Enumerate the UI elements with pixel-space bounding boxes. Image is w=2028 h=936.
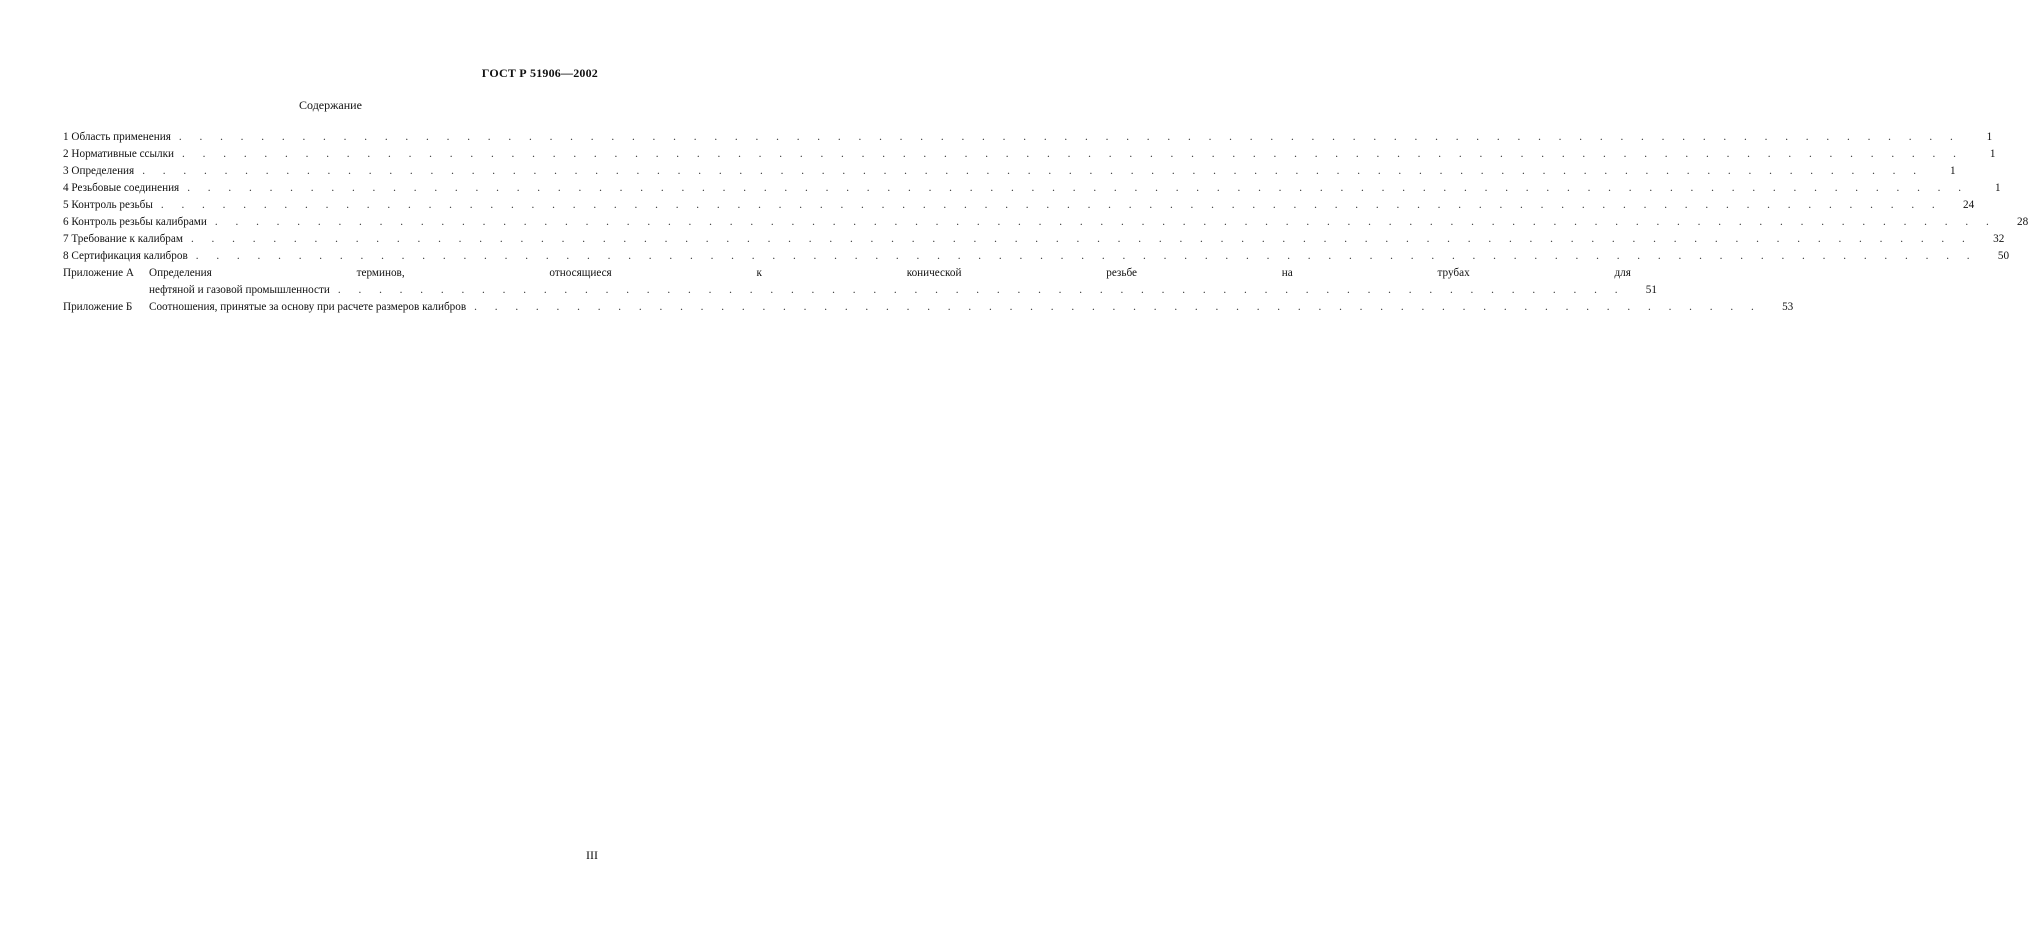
appendix-word: на xyxy=(1281,267,1293,279)
dot-leader xyxy=(215,214,1996,231)
dot-leader xyxy=(161,197,1942,214)
toc-entry-page: 1 xyxy=(1994,182,2001,194)
toc-entry-label: 5 Контроль резьбы xyxy=(63,199,153,211)
dot-leader xyxy=(196,248,1977,265)
toc-entry-gauge-thread-control[interactable] xyxy=(63,214,2028,231)
toc-entry-label: 8 Сертификация калибров xyxy=(63,250,188,262)
toc-entry-label: 3 Определения xyxy=(63,165,135,177)
appendix-word: относящиеся xyxy=(549,267,612,279)
toc-entry-thread-control[interactable] xyxy=(63,197,1975,214)
dot-leader xyxy=(191,231,1972,248)
document-code: ГОСТ Р 51906—2002 xyxy=(481,66,598,80)
appendix-title-line-2 xyxy=(149,282,1657,299)
toc-entry-label: 7 Требование к калибрам xyxy=(63,233,183,245)
toc-entry-label: 6 Контроль резьбы калибрами xyxy=(63,216,207,228)
toc-entry-page: 24 xyxy=(1963,199,1975,211)
dot-leader xyxy=(142,163,1923,180)
dot-leader xyxy=(182,146,1963,163)
toc-entry-gauge-certification[interactable] xyxy=(63,248,2010,265)
toc-entry-appendix-a[interactable] xyxy=(63,265,1657,299)
appendix-word: Определения xyxy=(149,267,212,279)
page-number: III xyxy=(586,848,598,862)
toc-entry-page: 32 xyxy=(1993,233,2005,245)
toc-entry-page: 28 xyxy=(2017,216,2028,228)
toc-entry-label: 1 Область применения xyxy=(63,131,171,143)
dot-leader xyxy=(179,129,1960,146)
appendix-word: конической xyxy=(906,267,962,279)
toc-entry-appendix-b[interactable] xyxy=(63,299,1794,316)
appendix-label: Приложение Б xyxy=(63,301,133,313)
toc-entry-scope[interactable] xyxy=(63,129,1993,146)
appendix-word: к xyxy=(756,267,762,279)
toc-entry-page: 50 xyxy=(1997,250,2010,262)
dot-leader xyxy=(338,282,1625,299)
appendix-title: Соотношения, принятые за основу при расчете размеров калибров xyxy=(149,301,467,313)
appendix-body xyxy=(149,265,1657,299)
appendix-title-line xyxy=(149,299,1793,316)
toc-entry-normative-references[interactable] xyxy=(63,146,1996,163)
toc-entry-page: 53 xyxy=(1782,301,1794,313)
toc-entry-page: 1 xyxy=(1989,148,1996,160)
toc-entry-page: 1 xyxy=(1986,131,1993,143)
appendix-word: для xyxy=(1614,267,1631,279)
dot-leader xyxy=(474,299,1761,316)
appendix-word: резьбе xyxy=(1106,267,1137,279)
appendix-title-line-1 xyxy=(149,265,1631,282)
appendix-title-continuation: нефтяной и газовой промышленности xyxy=(149,284,330,296)
table-of-contents xyxy=(63,129,2028,316)
toc-entry-label: 2 Нормативные ссылки xyxy=(63,148,175,160)
appendix-word: терминов, xyxy=(356,267,405,279)
toc-entry-definitions[interactable] xyxy=(63,163,1956,180)
toc-title: Содержание xyxy=(299,98,362,112)
toc-entry-threaded-connections[interactable] xyxy=(63,180,2001,197)
appendix-word: трубах xyxy=(1437,267,1470,279)
toc-entry-page: 1 xyxy=(1949,165,1956,177)
appendix-label: Приложение А xyxy=(63,267,134,279)
appendix-body xyxy=(149,299,1793,316)
toc-entry-page: 51 xyxy=(1645,284,1657,296)
toc-entry-label: 4 Резьбовые соединения xyxy=(63,182,180,194)
dot-leader xyxy=(187,180,1968,197)
toc-entry-gauge-requirements[interactable] xyxy=(63,231,2005,248)
